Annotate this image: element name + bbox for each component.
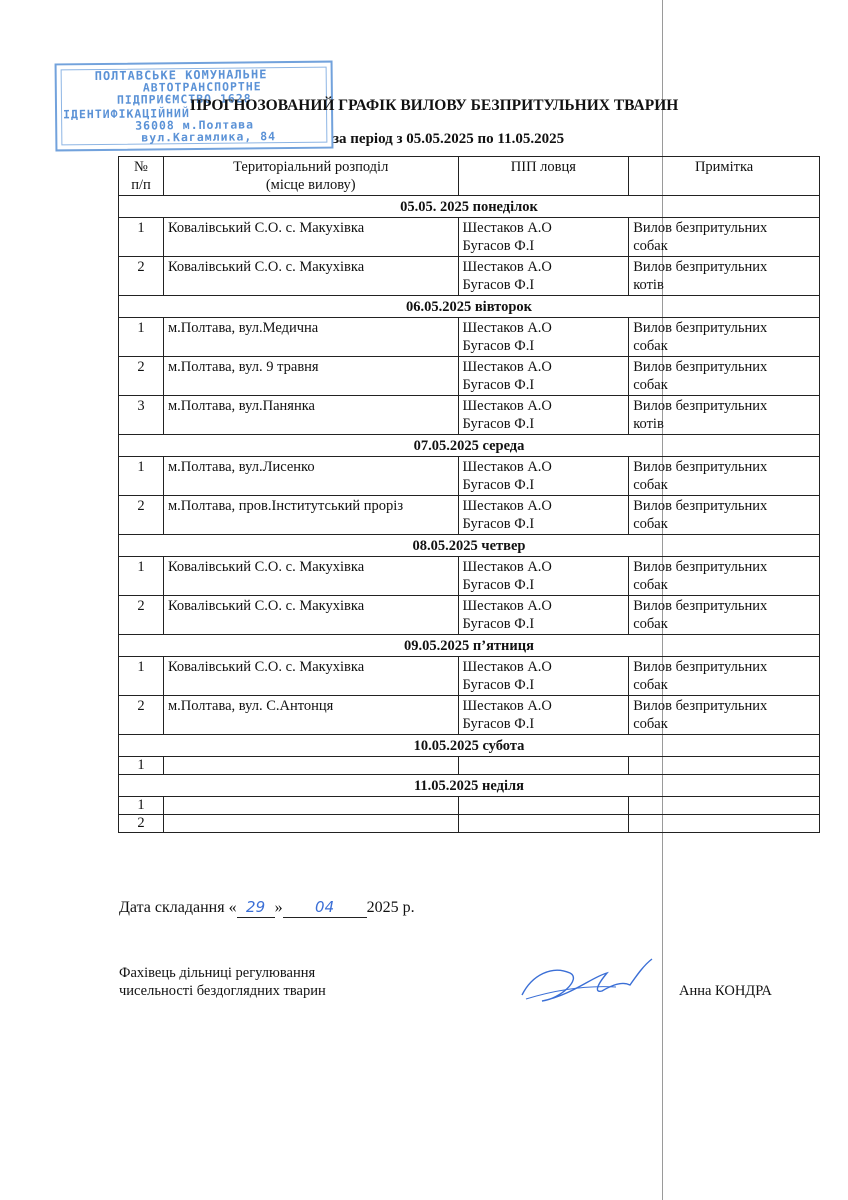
row-number: 3 xyxy=(119,396,164,435)
row-note: Вилов безпритульних собак xyxy=(629,657,820,696)
table-row xyxy=(119,696,820,735)
row-location: м.Полтава, пров.Інститутський проріз xyxy=(163,496,458,535)
row-number: 1 xyxy=(119,318,164,357)
table-row xyxy=(119,757,820,775)
signer-name: Анна КОНДРА xyxy=(679,983,772,999)
row-number: 1 xyxy=(119,218,164,257)
table-row xyxy=(119,457,820,496)
row-catcher: Шестаков А.О Бугасов Ф.І xyxy=(458,457,629,496)
row-note: Вилов безпритульних собак xyxy=(629,218,820,257)
row-location xyxy=(163,757,458,775)
row-catcher: Шестаков А.О Бугасов Ф.І xyxy=(458,496,629,535)
handwritten-month: 04 xyxy=(315,898,335,916)
row-catcher: Шестаков А.О Бугасов Ф.І xyxy=(458,696,629,735)
row-catcher: Шестаков А.О Бугасов Ф.І xyxy=(458,218,629,257)
row-number: 2 xyxy=(119,815,164,833)
stamp-line: ПОЛТАВСЬКЕ КОМУНАЛЬНЕ xyxy=(94,67,268,84)
row-location: м.Полтава, вул. С.Антонця xyxy=(163,696,458,735)
table-row xyxy=(119,557,820,596)
row-location xyxy=(163,797,458,815)
day-label: 08.05.2025 четвер xyxy=(119,535,820,557)
day-label: 05.05. 2025 понеділок xyxy=(119,196,820,218)
row-catcher: Шестаков А.О Бугасов Ф.І xyxy=(458,357,629,396)
table-row xyxy=(119,496,820,535)
header-location: Територіальний розподіл (місце вилову) xyxy=(163,157,458,196)
row-note: Вилов безпритульних котів xyxy=(629,396,820,435)
row-note xyxy=(629,757,820,775)
signature xyxy=(512,955,662,1015)
table-row xyxy=(119,318,820,357)
stamp-line: вул.Кагамлика, 84 xyxy=(141,129,277,145)
row-location: Ковалівський С.О. с. Макухівка xyxy=(163,657,458,696)
day-header-row xyxy=(119,635,820,657)
row-number: 2 xyxy=(119,596,164,635)
row-note: Вилов безпритульних котів xyxy=(629,257,820,296)
day-label: 07.05.2025 середа xyxy=(119,435,820,457)
row-number: 2 xyxy=(119,496,164,535)
row-location: Ковалівський С.О. с. Макухівка xyxy=(163,596,458,635)
row-location: Ковалівський С.О. с. Макухівка xyxy=(163,557,458,596)
row-note xyxy=(629,815,820,833)
table-header-row xyxy=(119,157,820,196)
table-row xyxy=(119,257,820,296)
row-number: 1 xyxy=(119,657,164,696)
row-catcher: Шестаков А.О Бугасов Ф.І xyxy=(458,396,629,435)
day-header-row xyxy=(119,296,820,318)
day-label: 06.05.2025 вівторок xyxy=(119,296,820,318)
row-location: м.Полтава, вул. 9 травня xyxy=(163,357,458,396)
row-number: 1 xyxy=(119,557,164,596)
row-location xyxy=(163,815,458,833)
row-note: Вилов безпритульних собак xyxy=(629,357,820,396)
row-note: Вилов безпритульних собак xyxy=(629,496,820,535)
day-header-row xyxy=(119,196,820,218)
row-location: Ковалівський С.О. с. Макухівка xyxy=(163,257,458,296)
row-catcher: Шестаков А.О Бугасов Ф.І xyxy=(458,257,629,296)
day-header-row xyxy=(119,535,820,557)
table-row xyxy=(119,797,820,815)
header-num: № п/п xyxy=(119,157,164,196)
day-header-row xyxy=(119,435,820,457)
row-note: Вилов безпритульних собак xyxy=(629,596,820,635)
table-row xyxy=(119,596,820,635)
row-catcher xyxy=(458,815,629,833)
table-row xyxy=(119,396,820,435)
row-catcher: Шестаков А.О Бугасов Ф.І xyxy=(458,557,629,596)
table-row xyxy=(119,815,820,833)
header-note: Примітка xyxy=(629,157,820,196)
row-note: Вилов безпритульних собак xyxy=(629,457,820,496)
row-number: 2 xyxy=(119,257,164,296)
table-row xyxy=(119,357,820,396)
row-catcher: Шестаков А.О Бугасов Ф.І xyxy=(458,318,629,357)
row-note: Вилов безпритульних собак xyxy=(629,696,820,735)
row-note xyxy=(629,797,820,815)
stamp-line: 36008 м.Полтава xyxy=(135,117,255,133)
day-header-row xyxy=(119,735,820,757)
day-label: 09.05.2025 п’ятниця xyxy=(119,635,820,657)
row-note: Вилов безпритульних собак xyxy=(629,557,820,596)
row-number: 1 xyxy=(119,757,164,775)
handwritten-day: 29 xyxy=(246,898,266,916)
day-header-row xyxy=(119,775,820,797)
row-location: м.Полтава, вул.Панянка xyxy=(163,396,458,435)
row-number: 1 xyxy=(119,457,164,496)
row-location: м.Полтава, вул.Лисенко xyxy=(163,457,458,496)
stamp-line: ПІДПРИЄМСТВО 1628 xyxy=(116,91,252,107)
row-catcher xyxy=(458,797,629,815)
row-number: 2 xyxy=(119,696,164,735)
schedule-table xyxy=(118,156,820,833)
table-body xyxy=(119,196,820,833)
document-title: ПРОГНОЗОВАНИЙ ГРАФІК ВИЛОВУ БЕЗПРИТУЛЬНИХ ТВАРИН xyxy=(190,97,679,114)
table-row xyxy=(119,657,820,696)
row-catcher: Шестаков А.О Бугасов Ф.І xyxy=(458,596,629,635)
stamp-line: АВТОТРАНСПОРТНЕ xyxy=(142,79,262,95)
row-location: Ковалівський С.О. с. Макухівка xyxy=(163,218,458,257)
row-catcher xyxy=(458,757,629,775)
row-catcher: Шестаков А.О Бугасов Ф.І xyxy=(458,657,629,696)
compilation-date: Дата складання « 29 » 04 2025 р. xyxy=(119,898,415,916)
signer-position: Фахівець дільниці регулювання чисельності бездоглядних тварин xyxy=(119,965,326,999)
stamp-line: ІДЕНТИФІКАЦІЙНИЙ xyxy=(63,106,190,122)
table-row xyxy=(119,218,820,257)
day-label: 11.05.2025 неділя xyxy=(119,775,820,797)
day-label: 10.05.2025 субота xyxy=(119,735,820,757)
header-catcher: ПІП ловця xyxy=(458,157,629,196)
row-note: Вилов безпритульних собак xyxy=(629,318,820,357)
row-number: 1 xyxy=(119,797,164,815)
row-location: м.Полтава, вул.Медична xyxy=(163,318,458,357)
row-number: 2 xyxy=(119,357,164,396)
document-period: за період з 05.05.2025 по 11.05.2025 xyxy=(333,131,565,147)
